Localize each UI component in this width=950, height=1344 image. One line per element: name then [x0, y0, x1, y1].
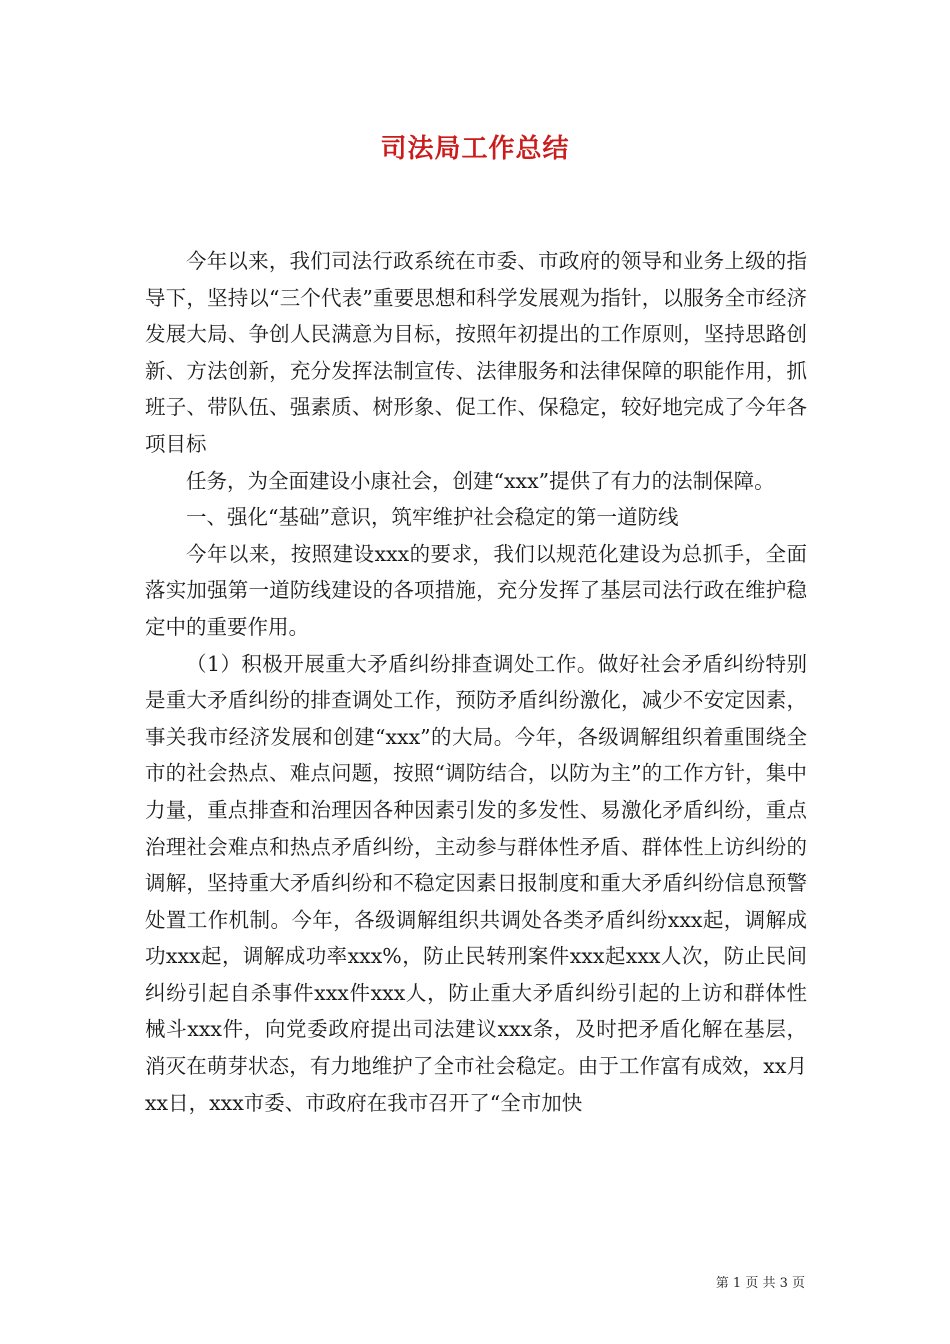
paragraph-item-1: （1）积极开展重大矛盾纠纷排查调处工作。做好社会矛盾纠纷特别是重大矛盾纠纷的排查调处工作，预防矛盾纠纷激化，减少不安定因素，事关我市经济发展和创建“xxx”的大局。今年，各级调解组织着重围绕全市的社会热点、难点问题，按照“调防结合，以防为主”的工作方针，集中力量，重点排查和治理因各种因素引发的多发性、易激化矛盾纠纷，重点治理社会难点和热点矛盾纠纷，主动参与群体性矛盾、群体性上访纠纷的调解，坚持重大矛盾纠纷和不稳定因素日报制度和重大矛盾纠纷信息预警处置工作机制。今年，各级调解组织共调处各类矛盾纠纷xxx起，调解成功xxx起，调解成功率xxx%，防止民转刑案件xxx起xxx人次，防止民间纠纷引起自杀事件xxx件xxx人，防止重大矛盾纠纷引起的上访和群体性械斗xxx件，向党委政府提出司法建议xxx条，及时把矛盾化解在基层，消灭在萌芽状态，有力地维护了全市社会稳定。由于工作富有成效，xx月xx日，xxx市委、市政府在我市召开了“全市加快: [145, 651, 807, 1115]
paragraph-section-intro: 今年以来，按照建设xxx的要求，我们以规范化建设为总抓手，全面落实加强第一道防线建设的各项措施，充分发挥了基层司法行政在维护稳定中的重要作用。: [145, 541, 807, 639]
paragraph-intro: 今年以来，我们司法行政系统在市委、市政府的领导和业务上级的指导下，坚持以“三个代表”重要思想和科学发展观为指针，以服务全市经济发展大局、争创人民满意为目标，按照年初提出的工作原则，坚持思路创新、方法创新，充分发挥法制宣传、法律服务和法律保障的职能作用，抓班子、带队伍、强素质、树形象、促工作、保稳定，较好地完成了今年各项目标: [145, 249, 807, 456]
document-body: [145, 243, 807, 1121]
page-number: 第 1 页 共 3 页: [715, 1276, 805, 1291]
paragraph-intro-continued: 任务，为全面建设小康社会，创建“xxx”提供了有力的法制保障。: [186, 468, 775, 493]
document-title: 司法局工作总结: [380, 134, 570, 164]
section-heading: 一、强化“基础”意识，筑牢维护社会稳定的第一道防线: [186, 505, 679, 530]
